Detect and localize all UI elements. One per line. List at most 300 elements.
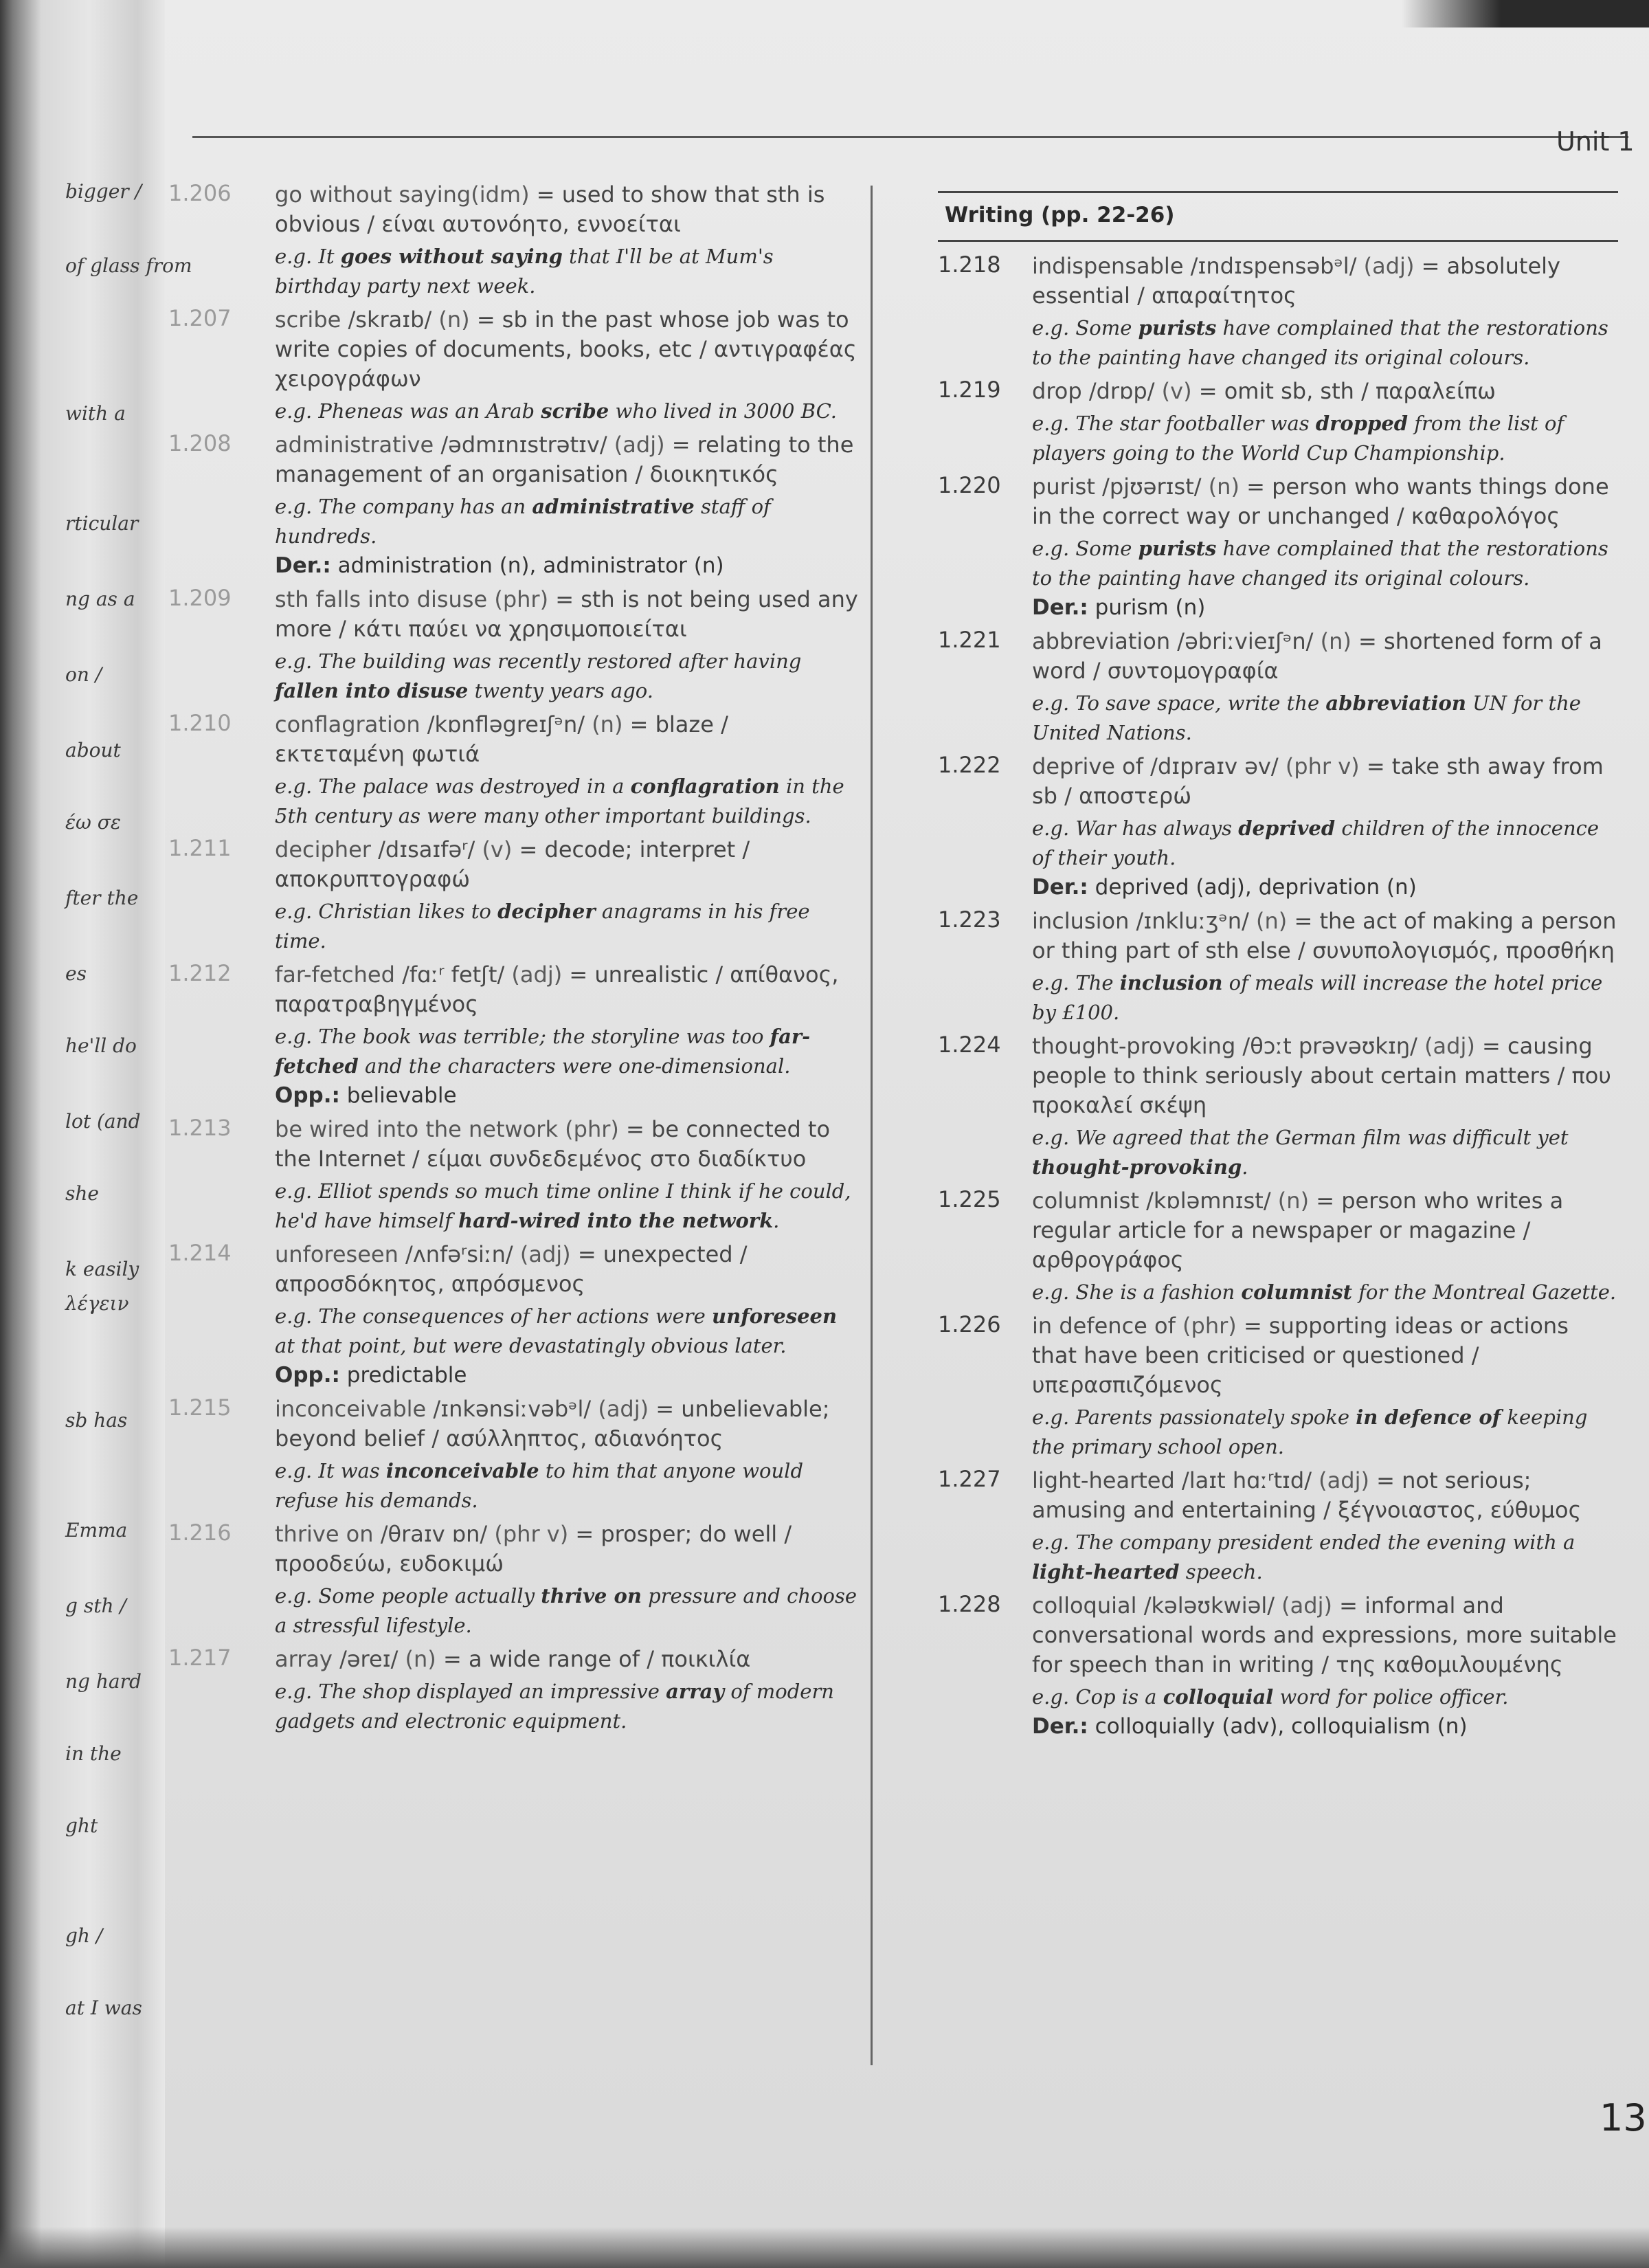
entry-definition-line <box>275 710 862 769</box>
entry-number: 1.214 <box>168 1240 232 1266</box>
example-highlight: thrive on <box>541 1584 642 1608</box>
entry-definition-line <box>275 960 862 1019</box>
vocab-entry <box>897 627 1618 748</box>
margin-fragment: ght <box>65 1814 98 1837</box>
example-highlight: purists <box>1138 316 1217 340</box>
example-highlight: colloquial <box>1163 1685 1274 1709</box>
vocab-entry <box>168 1645 862 1736</box>
example-highlight: unforeseen <box>712 1304 838 1328</box>
derivation-line <box>1032 873 1618 902</box>
margin-fragment: about <box>65 739 121 761</box>
part-of-speech: (phr) <box>1175 1313 1237 1339</box>
entry-number: 1.221 <box>938 627 1001 653</box>
margin-fragment: lot (and <box>65 1110 141 1133</box>
margin-fragment: sb has <box>65 1409 128 1432</box>
unit-label: Unit 1 <box>1556 126 1635 157</box>
entry-number: 1.225 <box>938 1186 1001 1212</box>
derivation-label: Der.: <box>275 553 331 578</box>
margin-fragment: ng hard <box>65 1670 142 1693</box>
headword: thrive on <box>275 1521 374 1547</box>
part-of-speech: (n) <box>1270 1188 1310 1214</box>
entry-definition-line <box>275 180 862 239</box>
pronunciation: /kɒnfləgreɪʃᵊn/ <box>420 711 585 737</box>
entry-definition-line <box>1032 1311 1618 1400</box>
definition: = shortened form of a word / συντομογραφία <box>1032 628 1602 684</box>
entry-number: 1.223 <box>938 907 1001 933</box>
vocab-entry <box>897 1591 1618 1742</box>
pronunciation: /θɔːt prəvəʊkɪŋ/ <box>1235 1033 1417 1059</box>
derivation-label: Der.: <box>1032 875 1088 900</box>
right-column <box>897 191 1618 1746</box>
example-text: e.g. War has always <box>1032 816 1239 840</box>
corner-shadow <box>1402 0 1649 27</box>
margin-fragment: he'll do <box>65 1034 137 1057</box>
example-highlight: conflagration <box>630 775 780 798</box>
headword: unforeseen <box>275 1241 399 1267</box>
example-text: e.g. Christian likes to <box>275 900 498 923</box>
example-text: of modern gadgets and electronic equipment. <box>275 1680 834 1733</box>
entry-definition-line <box>1032 907 1618 966</box>
margin-fragment: on / <box>65 663 102 686</box>
part-of-speech: (idm) <box>471 181 530 208</box>
example-highlight: purists <box>1138 537 1217 560</box>
example-sentence <box>1032 968 1618 1027</box>
entry-number: 1.219 <box>938 377 1001 403</box>
derivation-line <box>1032 1712 1618 1742</box>
example-text: of meals will increase the hotel price by £100. <box>1032 971 1603 1024</box>
vocab-entry <box>897 472 1618 623</box>
example-text: in the 5th century as were many other important buildings. <box>275 775 844 827</box>
example-text: for the Montreal Gazette. <box>1352 1280 1617 1304</box>
margin-fragment: with a <box>65 402 126 425</box>
pronunciation: /fɑːʳ fetʃt/ <box>394 961 505 988</box>
example-highlight: decipher <box>497 900 596 923</box>
pronunciation: /θraɪv ɒn/ <box>373 1521 488 1547</box>
derivation-label: Der.: <box>1032 1714 1088 1739</box>
headword: light-hearted <box>1032 1467 1175 1493</box>
definition: = sb in the past whose job was to write copies of documents, books, etc / αντιγραφέας χειρογράφων <box>275 307 857 392</box>
example-highlight: deprived <box>1238 816 1336 840</box>
headword: drop <box>1032 378 1082 404</box>
pronunciation: /dɪpraɪv əv/ <box>1143 753 1279 779</box>
definition: = the act of making a person or thing part of sth else / συνυπολογισμός, προσθήκη <box>1032 908 1617 964</box>
vocab-entry <box>168 1115 862 1236</box>
example-highlight: dropped <box>1315 412 1409 435</box>
pronunciation: /ədmɪnɪstrətɪv/ <box>434 432 607 458</box>
example-highlight: array <box>666 1680 725 1703</box>
example-sentence <box>275 1456 862 1515</box>
entry-number: 1.208 <box>168 430 232 456</box>
pronunciation: /laɪt hɑːʳtɪd/ <box>1174 1467 1312 1493</box>
entry-number: 1.216 <box>168 1520 232 1546</box>
headword: inconceivable <box>275 1396 427 1422</box>
headword: conflagration <box>275 711 420 737</box>
example-sentence <box>275 647 862 706</box>
margin-fragment: rticular <box>65 512 139 535</box>
example-text: UN for the United Nations. <box>1032 691 1581 744</box>
definition: = supporting ideas or actions that have been criticised or questioned / υπερασπιζόμενος <box>1032 1313 1569 1398</box>
vocab-entry <box>168 1394 862 1515</box>
part-of-speech: (adj) <box>1274 1592 1332 1619</box>
vocab-entry <box>168 585 862 706</box>
example-sentence <box>275 1302 862 1361</box>
headword: colloquial <box>1032 1592 1137 1619</box>
entry-definition-line <box>1032 627 1618 686</box>
vocab-entry <box>897 1311 1618 1462</box>
example-sentence <box>1032 1123 1618 1182</box>
margin-fragment: Emma <box>65 1519 128 1542</box>
vocab-entry <box>897 377 1618 468</box>
entry-number: 1.209 <box>168 585 232 611</box>
derivation-text: administration (n), administrator (n) <box>330 553 724 578</box>
headword: array <box>275 1646 333 1672</box>
entry-definition-line <box>275 430 862 489</box>
example-sentence <box>1032 1403 1618 1462</box>
example-highlight: in defence of <box>1356 1405 1501 1429</box>
margin-fragment: she <box>65 1182 99 1205</box>
headword: far-fetched <box>275 961 395 988</box>
part-of-speech: (n) <box>585 711 623 737</box>
example-text: e.g. Some <box>1032 537 1138 560</box>
derivation-label: Opp.: <box>275 1083 340 1108</box>
page-number: 13 <box>1600 2096 1647 2139</box>
example-text: have complained that the restorations to the painting have changed its original colours. <box>1032 316 1608 369</box>
pronunciation: /kələʊkwiəl/ <box>1136 1592 1275 1619</box>
example-text: speech. <box>1179 1560 1263 1583</box>
example-text: e.g. The <box>1032 971 1120 994</box>
headword: purist <box>1032 474 1095 500</box>
example-text: e.g. Elliot spends so much time online I think if he could, he'd have himself <box>275 1179 851 1232</box>
part-of-speech: (n) <box>431 307 470 333</box>
vocab-entry <box>897 1466 1618 1587</box>
example-text: e.g. Some people actually <box>275 1584 541 1608</box>
example-text: that I'll be at Mum's birthday party next week. <box>275 245 774 298</box>
right-entries <box>897 252 1618 1742</box>
entry-definition-line <box>1032 1466 1618 1525</box>
pronunciation: /drɒp/ <box>1081 378 1155 404</box>
example-text: word for police officer. <box>1273 1685 1509 1709</box>
example-highlight: inconceivable <box>385 1459 539 1482</box>
example-sentence <box>1032 313 1618 373</box>
entry-definition-line <box>1032 252 1618 311</box>
example-highlight: administrative <box>532 495 695 518</box>
example-sentence <box>1032 534 1618 593</box>
headword: inclusion <box>1032 908 1130 934</box>
entry-definition-line <box>275 835 862 894</box>
example-text: e.g. Cop is a <box>1032 1685 1163 1709</box>
pronunciation: /ʌnfəʳsiːn/ <box>398 1241 513 1267</box>
pronunciation: /dɪsaɪfəʳ/ <box>370 836 475 863</box>
part-of-speech: (adj) <box>607 432 665 458</box>
part-of-speech: (adj) <box>1312 1467 1369 1493</box>
margin-fragment: k easily <box>65 1258 139 1280</box>
headword: columnist <box>1032 1188 1139 1214</box>
part-of-speech: (n) <box>1201 474 1239 500</box>
example-highlight: abbreviation <box>1325 691 1466 715</box>
writing-section-header <box>938 191 1618 242</box>
example-sentence <box>275 1022 862 1081</box>
margin-fragment: bigger / <box>65 180 142 203</box>
example-text: to him that anyone would refuse his demands. <box>275 1459 804 1512</box>
definition: = prosper; do well / προοδεύω, ευδοκιμώ <box>275 1521 792 1577</box>
example-text: e.g. Pheneas was an Arab <box>275 399 541 423</box>
example-text: e.g. The palace was destroyed in a <box>275 775 631 798</box>
vocab-entry <box>168 960 862 1111</box>
example-text: who lived in 3000 BC. <box>609 399 837 423</box>
definition: = omit sb, sth / παραλείπω <box>1191 378 1496 404</box>
vocab-entry <box>897 252 1618 373</box>
definition: = not serious; amusing and entertaining / ξέγνοιαστος, εύθυμος <box>1032 1467 1582 1523</box>
example-text: pressure and choose a stressful lifestyle. <box>275 1584 857 1637</box>
headword: in defence of <box>1032 1313 1176 1339</box>
example-sentence <box>1032 1528 1618 1587</box>
example-text: children of the innocence of their youth. <box>1032 816 1600 869</box>
entry-definition-line <box>1032 472 1618 531</box>
example-sentence <box>1032 1682 1618 1712</box>
entry-number: 1.217 <box>168 1645 232 1671</box>
definition: = causing people to think seriously about certain matters / που προκαλεί σκέψη <box>1032 1033 1611 1118</box>
example-text: e.g. The consequences of her actions were <box>275 1304 713 1328</box>
headword: scribe <box>275 307 341 333</box>
example-highlight: scribe <box>541 399 609 423</box>
entry-number: 1.218 <box>938 252 1001 278</box>
example-highlight: fallen into disuse <box>275 679 469 702</box>
example-sentence <box>275 397 862 426</box>
part-of-speech: (phr) <box>487 586 549 612</box>
part-of-speech: (n) <box>1313 628 1351 654</box>
example-text: keeping the primary school open. <box>1032 1405 1588 1458</box>
left-column <box>168 180 862 1740</box>
entry-definition-line <box>275 1115 862 1174</box>
headword: sth falls into disuse <box>275 586 488 612</box>
example-text: e.g. Parents passionately spoke <box>1032 1405 1356 1429</box>
definition: = absolutely essential / απαραίτητος <box>1032 253 1560 309</box>
entry-number: 1.206 <box>168 180 232 206</box>
derivation-line <box>275 1081 862 1111</box>
example-text: e.g. Some <box>1032 316 1138 340</box>
entry-number: 1.220 <box>938 472 1001 498</box>
example-text: anagrams in his free time. <box>275 900 810 953</box>
example-text: twenty years ago. <box>468 679 653 702</box>
example-highlight: columnist <box>1241 1280 1353 1304</box>
header-rule <box>192 136 1628 138</box>
entry-definition-line <box>275 1645 862 1674</box>
definition: = blaze / εκτεταμένη φωτιά <box>275 711 728 767</box>
definition: = unexpected / απροσδόκητος, απρόσμενος <box>275 1241 748 1297</box>
entry-definition-line <box>1032 377 1618 406</box>
headword: administrative <box>275 432 434 458</box>
definition: = person who writes a regular article for a newspaper or magazine / αρθρογράφος <box>1032 1188 1564 1273</box>
entry-number: 1.211 <box>168 835 232 861</box>
definition: = sth is not being used any more / κάτι παύει να χρησιμοποιείται <box>275 586 858 642</box>
example-text: at that point, but were devastatingly obvious later. <box>275 1334 787 1357</box>
headword: deprive of <box>1032 753 1143 779</box>
entry-number: 1.222 <box>938 752 1001 778</box>
example-sentence <box>275 1677 862 1736</box>
example-highlight: thought-provoking <box>1032 1155 1242 1179</box>
margin-fragment: es <box>65 962 87 985</box>
entry-definition-line <box>275 305 862 394</box>
vocab-entry <box>168 305 862 426</box>
vocab-entry <box>168 1520 862 1641</box>
part-of-speech: (phr) <box>557 1116 619 1142</box>
example-text: e.g. The star footballer was <box>1032 412 1316 435</box>
example-sentence <box>275 1177 862 1236</box>
margin-fragment: ng as a <box>65 588 135 610</box>
entry-definition-line <box>1032 1591 1618 1680</box>
part-of-speech: (adj) <box>1356 253 1415 279</box>
column-divider <box>871 186 873 2065</box>
margin-fragment: fter the <box>65 887 139 909</box>
headword: decipher <box>275 836 371 863</box>
vocab-entry <box>897 907 1618 1027</box>
example-text: . <box>773 1209 780 1232</box>
part-of-speech: (adj) <box>591 1396 649 1422</box>
headword: be wired into the network <box>275 1116 558 1142</box>
vocab-entry <box>168 835 862 956</box>
part-of-speech: (adj) <box>1417 1033 1475 1059</box>
entry-number: 1.224 <box>938 1032 1001 1058</box>
example-sentence <box>275 492 862 551</box>
example-text: e.g. It was <box>275 1459 386 1482</box>
example-sentence <box>275 1581 862 1641</box>
derivation-text: predictable <box>339 1363 467 1388</box>
pronunciation: /əreɪ/ <box>332 1646 399 1672</box>
part-of-speech: (n) <box>1248 908 1288 934</box>
example-sentence <box>275 242 862 301</box>
pronunciation: /kɒləmnɪst/ <box>1138 1188 1271 1214</box>
part-of-speech: (adj) <box>504 961 563 988</box>
example-text: and the characters were one-dimensional. <box>358 1054 791 1078</box>
pronunciation: /ɪnkənsiːvəbᵊl/ <box>426 1396 592 1422</box>
example-sentence <box>1032 689 1618 748</box>
entry-definition-line <box>275 1520 862 1579</box>
part-of-speech: (v) <box>475 836 513 863</box>
example-text: e.g. The company has an <box>275 495 532 518</box>
vocab-entry <box>897 1032 1618 1182</box>
example-highlight: hard-wired into the network <box>458 1209 774 1232</box>
example-text: e.g. She is a fashion <box>1032 1280 1242 1304</box>
example-highlight: inclusion <box>1119 971 1223 994</box>
entry-definition-line <box>275 1240 862 1299</box>
definition: = used to show that sth is obvious / είναι αυτονόητο, εννοείται <box>275 181 825 237</box>
example-sentence <box>1032 1278 1618 1307</box>
writing-section-title: Writing (pp. 22-26) <box>945 203 1175 227</box>
vocab-entry <box>168 1240 862 1390</box>
vocab-entry <box>897 752 1618 902</box>
entry-definition-line <box>275 585 862 644</box>
derivation-line <box>275 1361 862 1390</box>
part-of-speech: (n) <box>398 1646 436 1672</box>
definition: = relating to the management of an organisation / διοικητικός <box>275 432 854 487</box>
definition: = take sth away from sb / αποστερώ <box>1032 753 1604 809</box>
headword: indispensable <box>1032 253 1184 279</box>
derivation-label: Opp.: <box>275 1363 340 1388</box>
definition: = informal and conversational words and expressions, more suitable for speech than in writing / της καθομιλουμένης <box>1032 1592 1617 1678</box>
derivation-text: deprived (adj), deprivation (n) <box>1088 875 1417 900</box>
example-text: from the list of players going to the World Cup Championship. <box>1032 412 1564 465</box>
part-of-speech: (adj) <box>513 1241 571 1267</box>
pronunciation: /ɪnkluːʒᵊn/ <box>1129 908 1249 934</box>
margin-fragment: λέγειν <box>65 1292 129 1315</box>
example-sentence <box>1032 814 1618 873</box>
example-text: e.g. We agreed that the German film was difficult yet <box>1032 1126 1569 1149</box>
derivation-line <box>1032 593 1618 623</box>
example-text: have complained that the restorations to the painting have changed its original colours. <box>1032 537 1608 590</box>
example-highlight: light-hearted <box>1032 1560 1180 1583</box>
example-text: e.g. To save space, write the <box>1032 691 1326 715</box>
entry-number: 1.212 <box>168 960 232 986</box>
example-text: staff of hundreds. <box>275 495 771 548</box>
pronunciation: /ɪndɪspensəbᵊl/ <box>1183 253 1357 279</box>
entry-number: 1.226 <box>938 1311 1001 1337</box>
entry-definition-line <box>1032 1032 1618 1120</box>
headword: go without saying <box>275 181 471 208</box>
derivation-line <box>275 551 862 581</box>
margin-fragment: of glass from <box>65 254 192 277</box>
vocab-entry <box>168 710 862 831</box>
definition: = unrealistic / απίθανος, παρατραβηγμένος <box>275 961 839 1017</box>
margin-fragment: at I was <box>65 1997 142 2019</box>
example-text: . <box>1242 1155 1248 1179</box>
definition: = person who wants things done in the correct way or unchanged / καθαρολόγος <box>1032 474 1609 529</box>
entry-number: 1.215 <box>168 1394 232 1421</box>
pronunciation: /əbriːvieɪʃᵊn/ <box>1170 628 1314 654</box>
definition: = decode; interpret / αποκρυπτογραφώ <box>275 836 750 892</box>
bottom-shadow <box>0 2227 1649 2268</box>
vocab-entry <box>168 180 862 301</box>
definition: = a wide range of / ποικιλία <box>436 1646 751 1672</box>
margin-fragment: g sth / <box>65 1594 126 1617</box>
entry-definition-line <box>1032 752 1618 811</box>
entry-number: 1.227 <box>938 1466 1001 1492</box>
entry-definition-line <box>1032 1186 1618 1275</box>
example-text: e.g. It <box>275 245 341 268</box>
derivation-text: colloquially (adv), colloquialism (n) <box>1088 1714 1468 1739</box>
vocab-entry <box>897 1186 1618 1307</box>
example-text: e.g. The company president ended the evening with a <box>1032 1531 1575 1554</box>
entry-number: 1.213 <box>168 1115 232 1141</box>
example-sentence <box>275 772 862 831</box>
example-highlight: goes without saying <box>340 245 563 268</box>
part-of-speech: (v) <box>1154 378 1192 404</box>
derivation-text: purism (n) <box>1088 595 1206 620</box>
margin-fragment: έω σε <box>65 811 121 834</box>
example-highlight: far-fetched <box>275 1025 811 1078</box>
definition: = unbelievable; beyond belief / ασύλληπτος, αδιανόητος <box>275 1396 830 1452</box>
derivation-label: Der.: <box>1032 595 1088 620</box>
margin-fragment: gh / <box>65 1924 103 1947</box>
definition: = be connected to the Internet / είμαι συνδεδεμένος στο διαδίκτυο <box>275 1116 831 1172</box>
margin-fragment: in the <box>65 1742 122 1765</box>
part-of-speech: (phr v) <box>487 1521 569 1547</box>
entry-number: 1.210 <box>168 710 232 736</box>
entry-number: 1.228 <box>938 1591 1001 1617</box>
headword: abbreviation <box>1032 628 1171 654</box>
example-sentence <box>1032 409 1618 468</box>
example-text: e.g. The shop displayed an impressive <box>275 1680 666 1703</box>
example-sentence <box>275 897 862 956</box>
vocab-entry <box>168 430 862 581</box>
pronunciation: /skraɪb/ <box>341 307 432 333</box>
entry-definition-line <box>275 1394 862 1454</box>
headword: thought-provoking <box>1032 1033 1236 1059</box>
part-of-speech: (phr v) <box>1278 753 1360 779</box>
example-text: e.g. The building was recently restored after having <box>275 649 802 673</box>
example-text: e.g. The book was terrible; the storyline was too <box>275 1025 770 1048</box>
pronunciation: /pjʊərɪst/ <box>1095 474 1202 500</box>
entry-number: 1.207 <box>168 305 232 331</box>
